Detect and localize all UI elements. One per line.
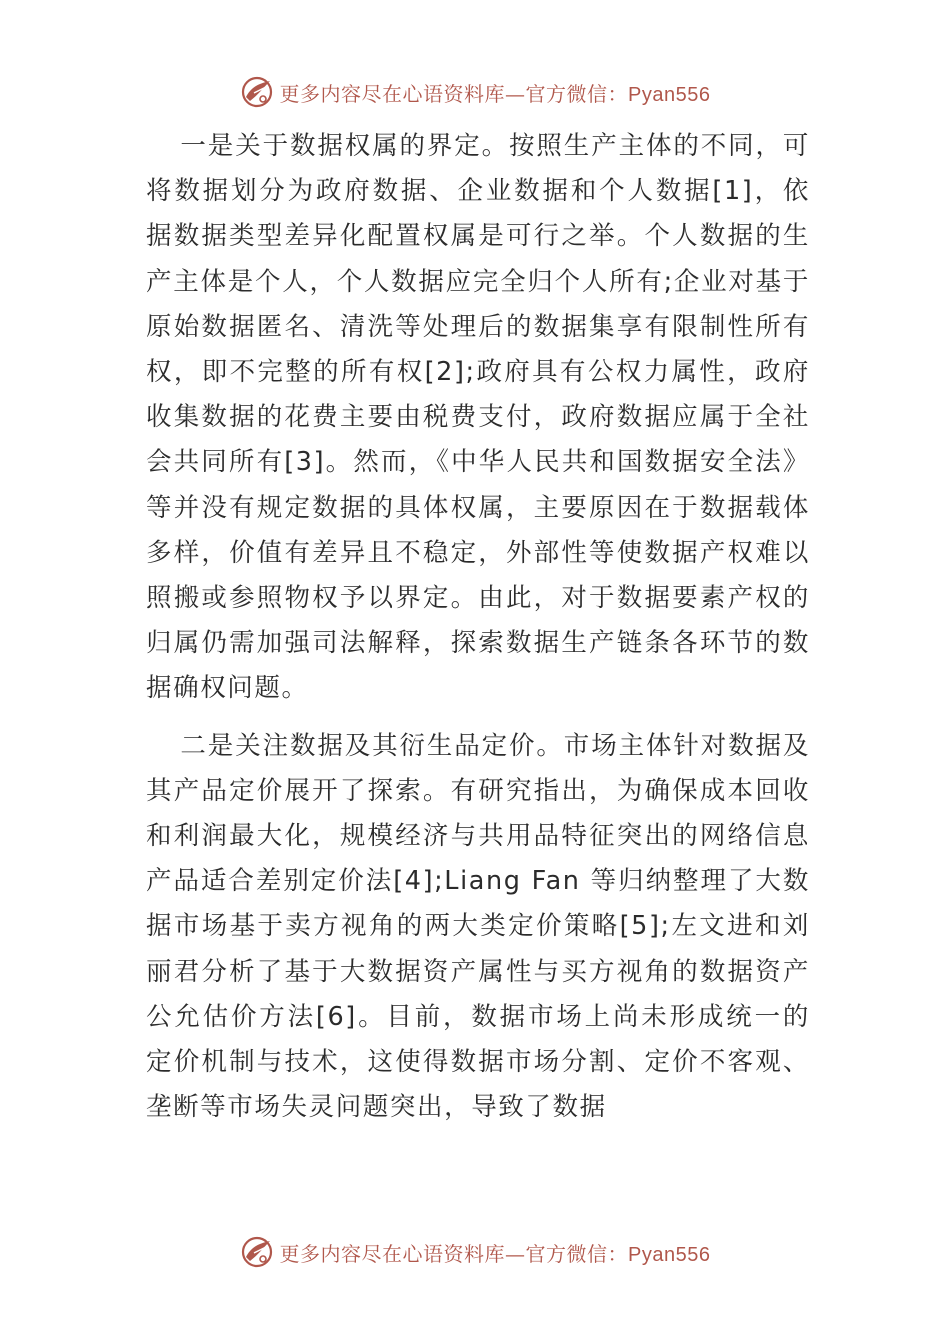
header-wechat-id: Pyan556	[628, 83, 711, 106]
footer-banner-text	[280, 1238, 711, 1267]
footer-wechat-id: Pyan556	[628, 1243, 711, 1266]
footer-banner	[0, 1232, 950, 1272]
header-banner	[0, 72, 950, 112]
header-banner-label: 更多内容尽在心语资料库—官方微信：	[279, 81, 629, 106]
header-banner-text	[280, 78, 711, 107]
library-logo-icon	[240, 1235, 274, 1269]
footer-banner-label: 更多内容尽在心语资料库—官方微信：	[279, 1241, 629, 1266]
paragraph-data-pricing: 二是关注数据及其衍生品定价。市场主体针对数据及其产品定价展开了探索。有研究指出，为确保成本回收和利润最大化，规模经济与共用品特征突出的网络信息产品适合差别定价法[4];Liang Fan 等归纳整理了大数据市场基于卖方视角的两大类定价策略[5];左文进和刘丽君分析了基于大数据资产属性与买方视角的数据资产公允估价方法[6]。目前，数据市场上尚未形成统一的定价机制与技术，这使得数据市场分割、定价不客观、垄断等市场失灵问题突出，导致了数据	[146, 730, 810, 1123]
paragraph-data-ownership: 一是关于数据权属的界定。按照生产主体的不同，可将数据划分为政府数据、企业数据和个人数据[1]，依据数据类型差异化配置权属是可行之举。个人数据的生产主体是个人，个人数据应完全归个人所有;企业对基于原始数据匿名、清洗等处理后的数据集享有限制性所有权，即不完整的所有权[2];政府具有公权力属性，政府收集数据的花费主要由税费支付，政府数据应属于全社会共同所有[3]。然而，《中华人民共和国数据安全法》等并没有规定数据的具体权属，主要原因在于数据载体多样，价值有差异且不稳定，外部性等使数据产权难以照搬或参照物权予以界定。由此，对于数据要素产权的归属仍需加强司法解释，探索数据生产链条各环节的数据确权问题。	[146, 131, 810, 704]
library-logo-icon	[240, 75, 274, 109]
document-body	[146, 124, 810, 1130]
